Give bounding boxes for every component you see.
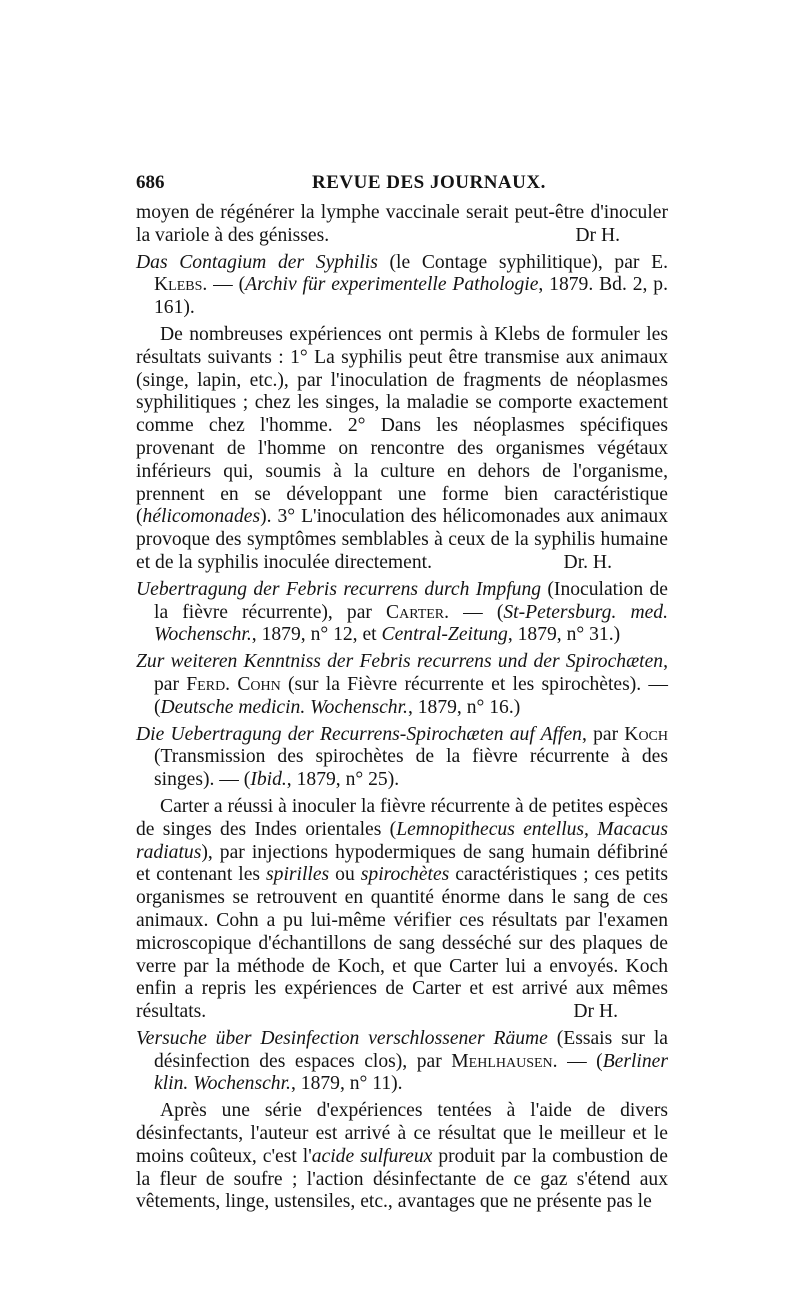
citation-author: Ferd. Cohn [186,673,281,695]
citation-source: Central-Zeitung [381,624,508,646]
citation-text: (sur la Fièvre récurrente et les spirochètes). — ( [154,673,668,718]
citation-author: Carter. [386,601,450,623]
paragraph-klebs [136,324,668,575]
paragraph-carter [136,796,668,1024]
citation-text: , 1879. Bd. 2, p. 161). [154,274,669,319]
citation-text: , 1879, n° 11). [290,1073,403,1095]
citation-author: Mehlhausen. [451,1050,558,1072]
signature: Dr. H. [563,551,612,573]
citation-source: Berliner klin. Wochenschr. [154,1050,668,1095]
italic-term: spirilles [266,864,330,886]
paragraph-text: Après une série d'expériences tentées à l'aide de divers désinfectants, l'auteur est arrivé à ce résultat que le meilleur et le moins coûteux, c'est l' [136,1100,668,1167]
citation-text: , 1879, n° 12, et [251,624,382,646]
italic-term: hélicomonades [142,506,261,528]
running-header [136,172,668,196]
paragraph-text: ou [329,864,361,886]
citation-source: Ibid. [250,769,287,791]
paragraph-continued [136,202,668,248]
article-body [136,202,668,1214]
citation-cohn [136,651,668,719]
paragraph-text: ). 3° L'inoculation des hélicomonades aux animaux provoque des symptômes semblables à ceux de la syphilis humaine et de la syphilis inoculée directement. [136,506,668,573]
page-number: 686 [136,172,165,193]
citation-mehlhausen [136,1028,668,1096]
citation-author: Koch [624,723,669,745]
citation-author: E. Klebs. [154,251,668,296]
paragraph-text: produit par la combustion de la fleur de soufre ; l'action désinfectante de ce gaz s'étend aux vêtements, linge, ustensiles, etc., avantages que ne présente pas le [136,1145,668,1213]
citation-source: St-Petersburg. med. Wochenschr. [154,601,668,646]
paragraph-text: Carter a réussi à inoculer la fièvre récurrente à de petites espèces de singes des Indes orientales ( [136,795,668,840]
citation-carter [136,579,668,647]
citation-klebs [136,252,668,320]
paragraph-mehlhausen [136,1100,668,1214]
citation-text: — ( [557,1050,603,1072]
citation-text: , par [581,723,625,745]
citation-text: , 1879, n° 16.) [407,696,521,718]
citation-text: (Essais sur la désinfection des espaces clos), par [154,1027,669,1072]
citation-title: Uebertragung der Febris recurrens durch Impfung [136,578,542,600]
signature: Dr H. [573,1001,618,1023]
paragraph-text: ), par injections hypodermiques de sang humain défibriné et contenant les [136,841,668,886]
citation-text: — ( [449,601,504,623]
italic-term: spirochètes [360,864,450,886]
citation-text: , 1879, n° 31.) [507,624,621,646]
citation-source: Deutsche medicin. Wochenschr. [160,696,408,718]
italic-term: acide sulfureux [311,1145,433,1167]
citation-title: Versuche über Desinfection verschlossener Räume [136,1027,548,1049]
running-title: REVUE DES JOURNAUX. [312,172,546,193]
citation-text: , par [154,651,668,695]
citation-title: Die Uebertragung der Recurrens-Spirochæten auf Affen [136,723,582,745]
paragraph-text: moyen de régénérer la lymphe vaccinale serait peut-être d'inoculer la variole à des génisses. [136,202,668,246]
citation-title: Das Contagium der Syphilis [136,251,378,273]
italic-term: Lemnopithecus entellus, Macacus radiatus [136,818,668,863]
citation-text: (Transmission des spirochètes de la fièvre récurrente à des singes). — ( [154,746,668,791]
citation-text: (Inoculation de la fièvre récurrente), par [154,578,668,623]
signature: Dr H. [575,224,620,246]
citation-text: (le Contage syphilitique), par [377,251,652,273]
citation-title: Zur weiteren Kenntniss der Febris recurrens und der Spirochæten [136,651,664,673]
citation-text: — ( [207,274,246,296]
citation-source: Archiv für experimentelle Pathologie [245,274,539,296]
paragraph-text: caractéristiques ; ces petits organismes se retrouvent en quantité énorme dans le sang de ces animaux. Cohn a pu lui-même vérifier ces résultats par l'examen microscopique d'échantillons de sang desséché sur des plaques de verre par la méthode de Koch, et que Carter lui a envoyés. Koch enfin a repris les expériences de Carter et est arrivé aux mêmes résultats. [136,864,668,1023]
citation-koch [136,724,668,792]
paragraph-text: De nombreuses expériences ont permis à Klebs de formuler les résultats suivants : 1° La syphilis peut être transmise aux animaux (singe, lapin, etc.), par l'inoculation de fragments de néoplasmes syphilitiques ; chez les singes, la maladie se comporte exactement comme chez l'homme. 2° Dans les néoplasmes spécifiques provenant de l'homme on rencontre des organismes végétaux inférieurs qui, soumis à la culture en dehors de l'organisme, prennent en se développant une forme bien caractéristique ( [136,323,668,528]
citation-text: , 1879, n° 25). [286,769,400,791]
